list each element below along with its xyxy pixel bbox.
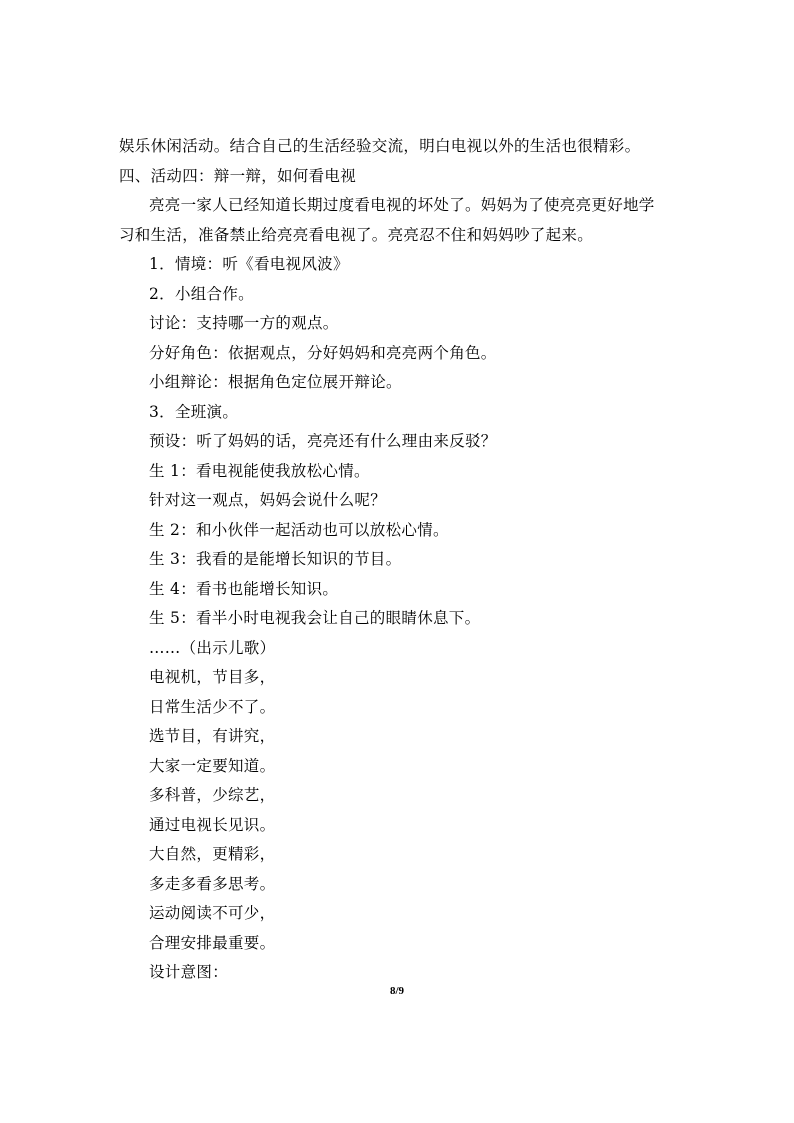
text-line: 电视机，节目多，: [149, 668, 276, 686]
text-line: 生 5：看半小时电视我会让自己的眼睛休息下。: [149, 609, 481, 627]
text-line: 习和生活，准备禁止给亮亮看电视了。亮亮忍不住和妈妈吵了起来。: [119, 225, 594, 244]
text-line: 亮亮一家人已经知道长期过度看电视的坏处了。妈妈为了使亮亮更好地学: [149, 196, 655, 214]
text-line: 多科普，少综艺，: [149, 786, 276, 804]
text-line: 大家一定要知道。: [149, 756, 276, 775]
text-line: 生 1：看电视能使我放松心情。: [149, 461, 370, 480]
text-line: 四、活动四：辩一辩，如何看电视: [119, 166, 357, 185]
text-line: 生 2：和小伙伴一起活动也可以放松心情。: [149, 520, 449, 539]
text-line: 针对这一观点，妈妈会说什么呢？: [149, 491, 387, 509]
text-line: 多走多看多思考。: [149, 874, 276, 893]
text-line: 分好角色：依据观点，分好妈妈和亮亮两个角色。: [149, 343, 497, 362]
text-line: 设计意图：: [149, 963, 229, 981]
text-line: 讨论：支持哪一方的观点。: [149, 314, 339, 332]
text-line: 运动阅读不可少，: [149, 904, 276, 922]
text-line: 2．小组合作。: [149, 284, 254, 303]
text-line: ……（出示儿歌）: [149, 638, 276, 657]
text-line: 生 4：看书也能增长知识。: [149, 579, 339, 598]
text-line: 日常生活少不了。: [149, 697, 276, 716]
text-line: 小组辩论：根据角色定位展开辩论。: [149, 373, 402, 391]
text-line: 1．情境：听《看电视风波》: [149, 255, 349, 273]
page-number: 8/9: [389, 985, 405, 997]
text-line: 大自然，更精彩，: [149, 845, 276, 863]
text-line: 选节目，有讲究，: [149, 727, 276, 745]
text-line: 通过电视长见识。: [149, 815, 276, 834]
text-line: 生 3：我看的是能增长知识的节目。: [149, 550, 402, 568]
document-body: [119, 132, 675, 988]
text-line: 合理安排最重要。: [149, 933, 276, 952]
text-line: 预设：听了妈妈的话，亮亮还有什么理由来反驳？: [149, 432, 497, 450]
text-line: 娱乐休闲活动。结合自己的生活经验交流，明白电视以外的生活也很精彩。: [119, 137, 641, 155]
text-line: 3．全班演。: [149, 402, 239, 421]
